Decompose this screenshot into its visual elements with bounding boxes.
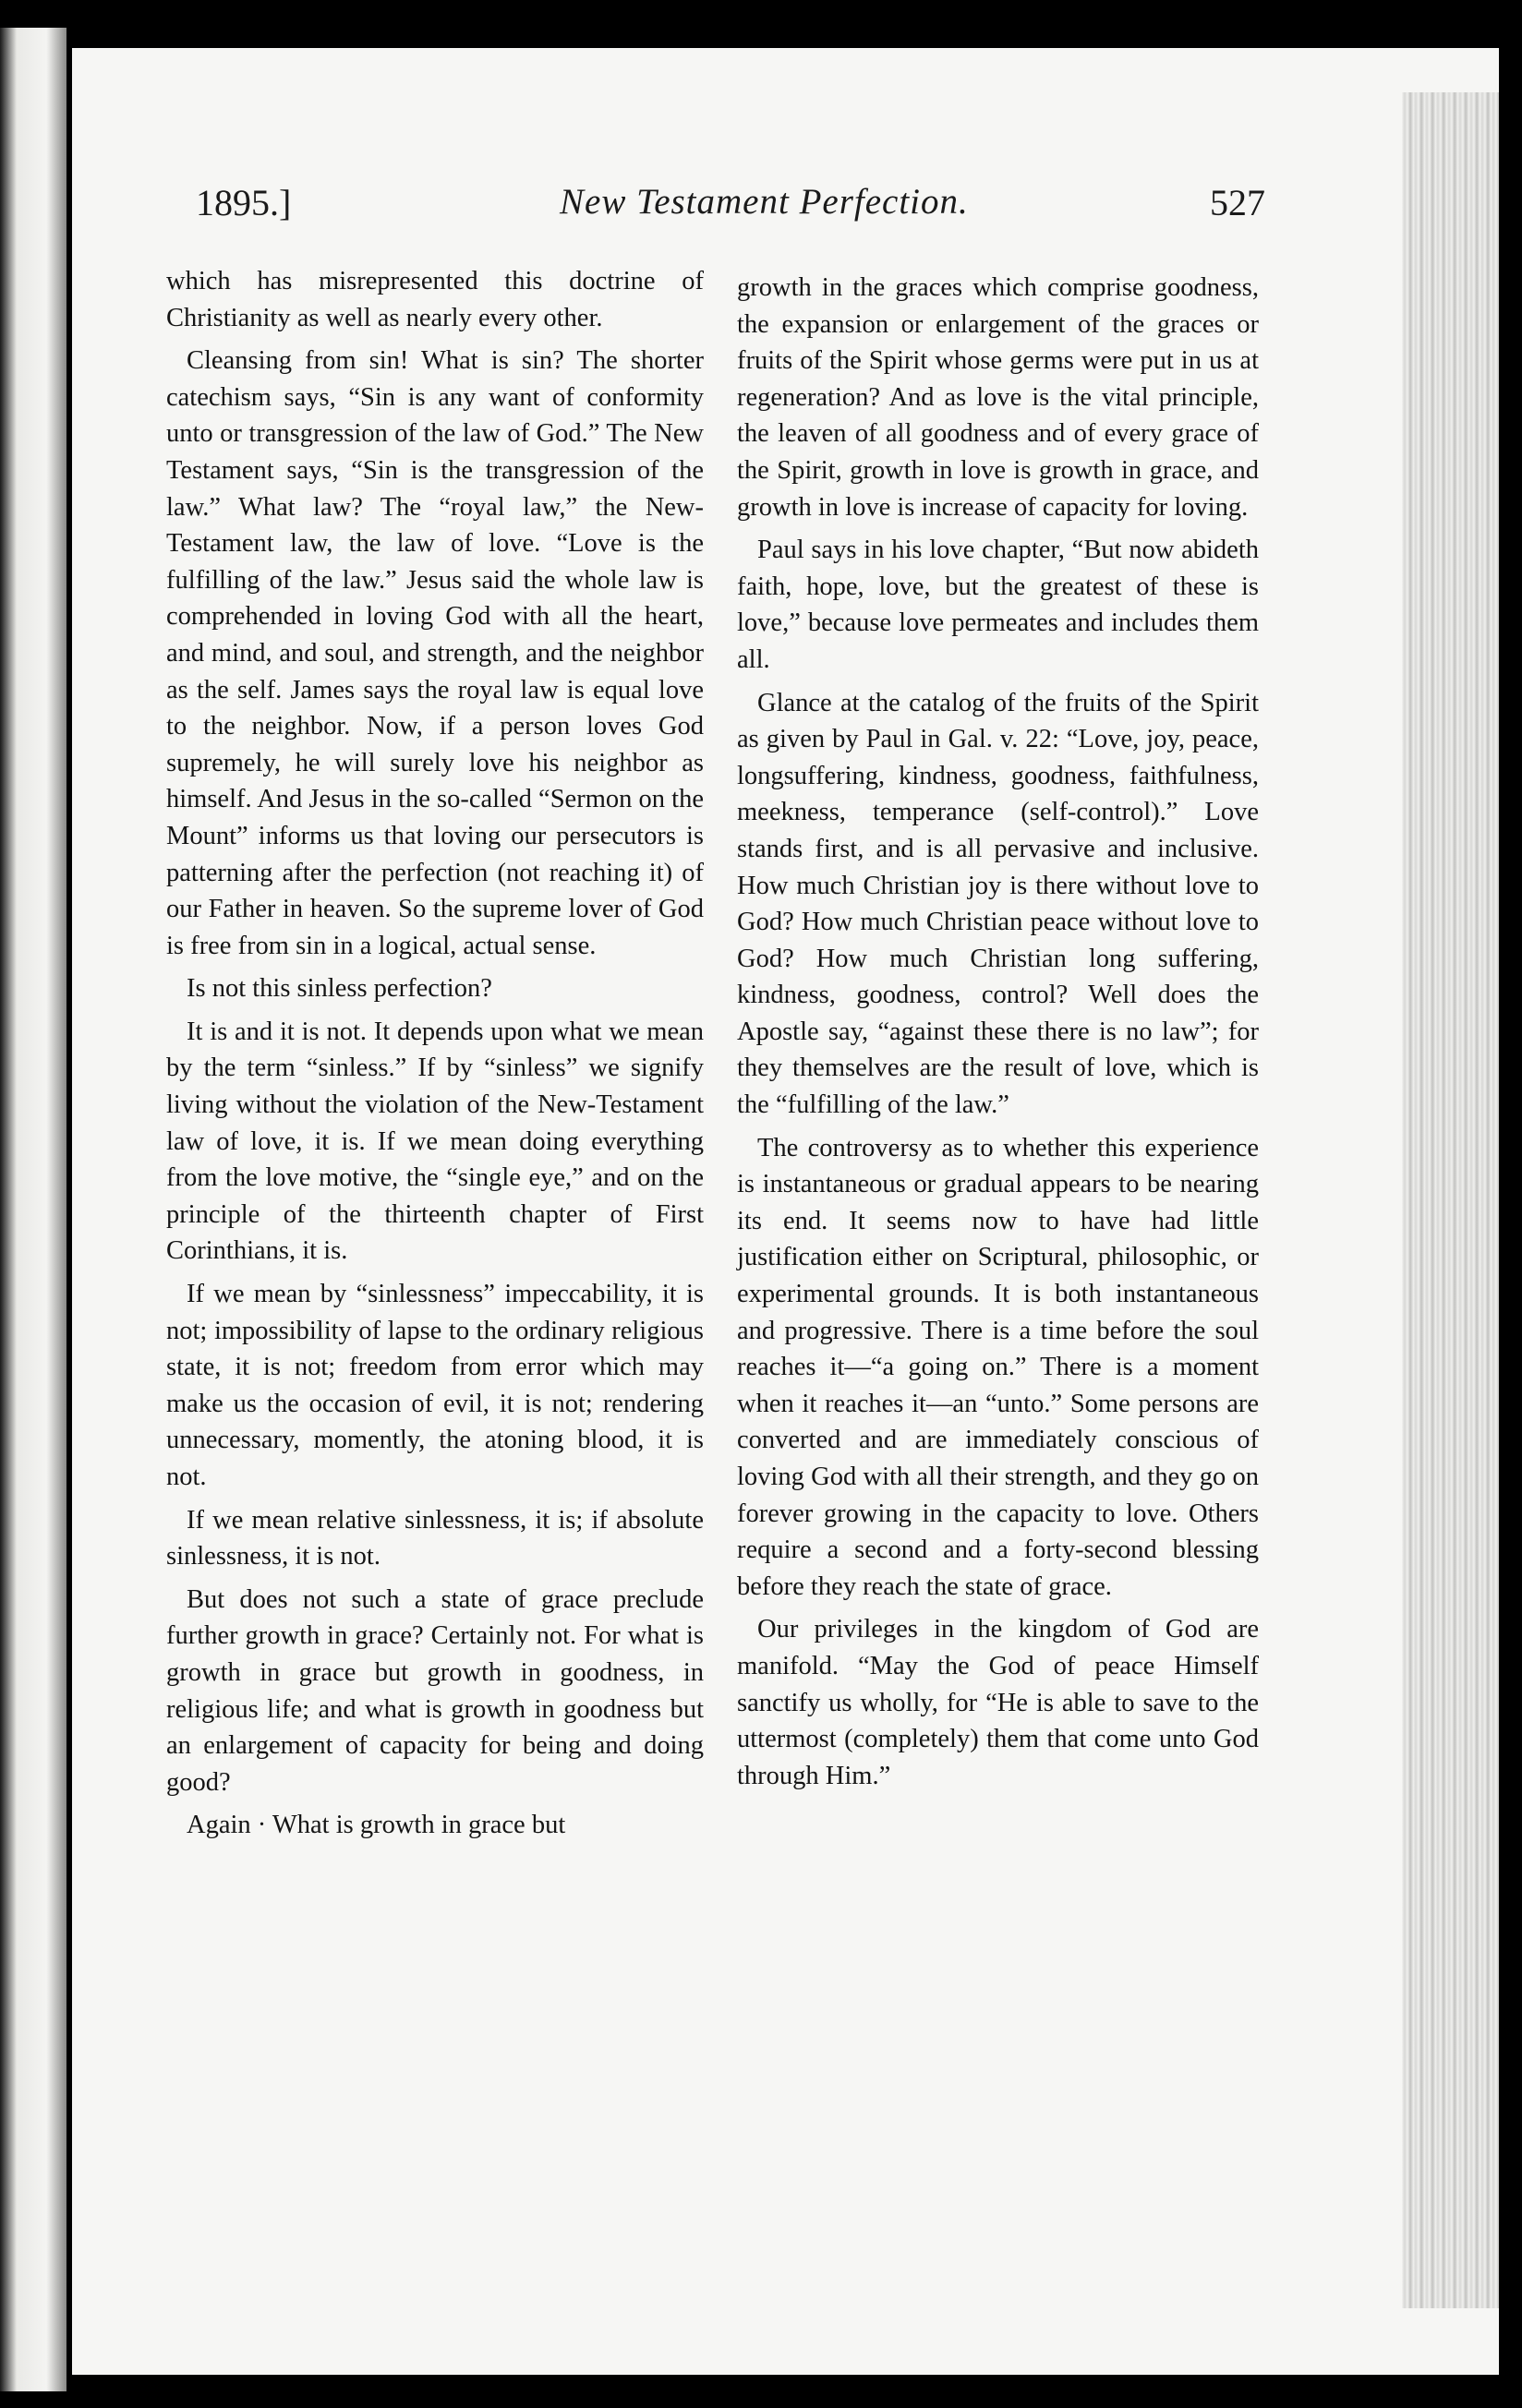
paragraph: Paul says in his love chapter, “But now abideth faith, hope, love, but the greatest of these is love,” because love permeates and includes them all. bbox=[737, 536, 1259, 674]
paragraph: growth in the graces which comprise goodness, the expansion or enlargement of the graces or fruits of the Spirit whose germs were put in us at regeneration? And as love is the vital principle, the leaven of all goodness and of every grace of the Spirit, growth in love is growth in grace, and growth in love is increase of capacity for loving. bbox=[737, 273, 1259, 522]
left-column bbox=[166, 263, 704, 1850]
paragraph: But does not such a state of grace preclude further growth in grace? Certainly not. For what is growth in grace but growth in goodness, in religious life; and what is growth in goodness but an enlargement of capacity for being and doing good? bbox=[166, 1584, 704, 1797]
paragraph: If we mean by “sinlessness” impeccability, it is not; impossibility of lapse to the ordinary religious state, it is not; freedom from error which may make us the occasion of evil, it is not; rendering unnecessary, momently, the atoning blood, it is not. bbox=[166, 1280, 704, 1491]
page-number: 527 bbox=[1210, 182, 1265, 223]
paragraph: It is and it is not. It depends upon what we mean by the term “sinless.” If by “sinless” we signify living without the violation of the New-Testament law of love, it is. If we mean doing everything from the love motive, the “single eye,” and on the principle of the thirteenth chapter of First Corinthians, it is. bbox=[166, 1017, 704, 1266]
paragraph: The controversy as to whether this experience is instantaneous or gradual appears to be nearing its end. It seems now to have had little justification either on Scriptural, philosophic, or experimental grounds. It is both instantaneous and progressive. There is a time before the soul reaches it—“a going on.” There is a moment when it reaches it—an “unto.” Some persons are converted and are immediately conscious of loving God with all their strength, and they go on forever growing in the capacity to love. Others require a second and a forty-second blessing before they reach the state of grace. bbox=[737, 1133, 1259, 1601]
paragraph: Again · What is growth in grace but bbox=[187, 1811, 566, 1840]
paragraph: Cleansing from sin! What is sin? The shorter catechism says, “Sin is any want of conformity unto or transgression of the law of God.” The New Testament says, “Sin is the transgression of the law.” What law? The “royal law,” the New-Testament law, the law of love. “Love is the fulfilling of the law.” Jesus said the whole law is comprehended in loving God with all the heart, and mind, and soul, and strength, and the neighbor as the self. James says the royal law is equal love to the neighbor. Now, if a person loves God supremely, he will surely love his neighbor as himself. And Jesus in the so-called “Sermon on the Mount” informs us that loving our persecutors is patterning after the perfection (not reaching it) of our Father in heaven. So the supreme lover of God is free from sin in a logical, actual sense. bbox=[166, 346, 704, 960]
paragraph: Glance at the catalog of the fruits of the Spirit as given by Paul in Gal. v. 22: “Love, joy, peace, longsuffering, kindness, goodness, faithfulness, meekness, temperance (self-control).” Love stands first, and is all pervasive and inclusive. How much Christian joy is there without love to God? How much Christian peace without love to God? How much Christian long suffering, kindness, goodness, control? Well does the Apostle say, “against these there is no law”; for they themselves are the result of love, which is the “fulfilling of the law.” bbox=[737, 688, 1259, 1120]
page-year: 1895.] bbox=[196, 182, 292, 223]
paragraph: Our privileges in the kingdom of God are manifold. “May the God of peace Himself sanctify us wholly, for “He is able to save to the uttermost (completely) them that come unto God through Him.” bbox=[737, 1615, 1259, 1790]
previous-page-edge bbox=[0, 28, 66, 2391]
paragraph: Is not this sinless perfection? bbox=[187, 974, 492, 1004]
right-column bbox=[737, 270, 1259, 1800]
page-stack-edge bbox=[1402, 92, 1499, 2308]
running-title: New Testament Perfection. bbox=[560, 182, 969, 222]
paragraph: If we mean relative sinlessness, it is; if absolute sinlessness, it is not. bbox=[166, 1505, 704, 1571]
paragraph: which has misrepresented this doctrine of Christianity as well as nearly every other. bbox=[166, 267, 704, 332]
